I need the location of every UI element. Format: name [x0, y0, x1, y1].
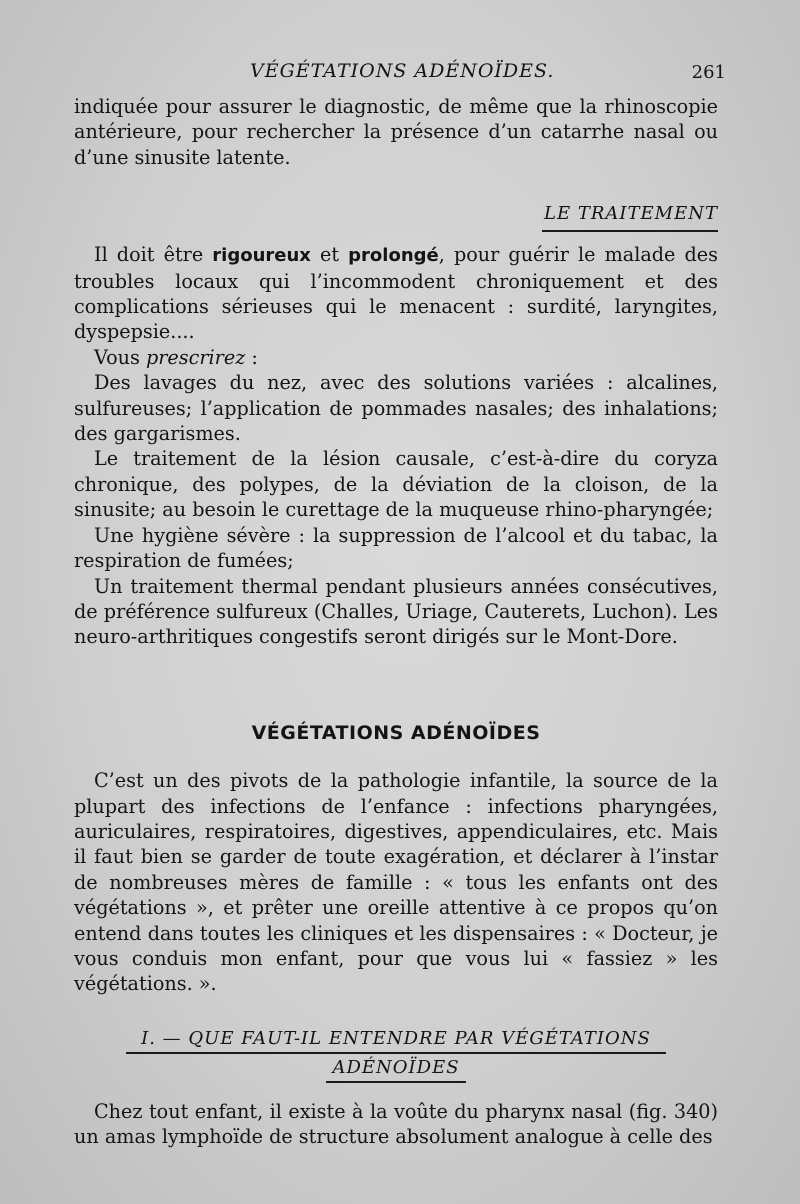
treatment-heading-text: LE TRAITEMENT [542, 201, 718, 231]
page-body [74, 94, 718, 1150]
chapter-paragraph: C’est un des pivots de la pathologie infantile, la source de la plupart des infections de l’enfance : infections pharyngées, auriculaires, respiratoires, digestives, appendiculaires, etc. Mais il faut bien se garder de toute exagération, et déclarer à l’instar de nombreuses mères de famille : « tous les enfants ont des végétations », et prêter une oreille attentive à ce propos qu’on entend dans toutes les cliniques et les dispensaires : « Docteur, je vous conduis mon enfant, pour que vous lui « fassiez » les végétations. ». [74, 769, 718, 996]
treatment-paragraph-6: Un traitement thermal pendant plusieurs années consécutives, de préférence sulfureux (Challes, Uriage, Cauterets, Luchon). Les neuro-arthritiques congestifs seront dirigés sur le Mont-Dore. [74, 574, 718, 649]
chapter-title: VÉGÉTATIONS ADÉNOÏDES [251, 721, 541, 744]
treatment-p1-bold-prolonge: prolongé [348, 245, 439, 267]
section-1-heading-line1: I. — QUE FAUT-IL ENTENDRE PAR VÉGÉTATIONS [126, 1027, 666, 1054]
treatment-p1-end: , pour guérir le malade des troubles locaux qui l’incommodent chroniquement et des complications sérieuses qui le menacent : surdité, laryngites, dyspepsie.... [74, 243, 718, 344]
treatment-paragraph-5: Une hygiène sévère : la suppression de l’alcool et du tabac, la respiration de fumées; [74, 523, 718, 573]
treatment-p1-start: Il doit être [94, 243, 213, 267]
intro-paragraph: indiquée pour assurer le diagnostic, de même que la rhinoscopie antérieure, pour rechercher la présence d’un catarrhe nasal ou d’une sinusite latente. [74, 95, 718, 169]
treatment-p2-italic: prescrirez [145, 345, 246, 369]
section-1-heading [74, 1027, 718, 1083]
treatment-paragraph-1 [74, 242, 718, 345]
treatment-heading [74, 200, 718, 232]
treatment-paragraph-3: Des lavages du nez, avec des solutions variées : alcalines, sulfureuses; l’application de pommades nasales; des inhalations; des gargarismes. [74, 371, 718, 446]
treatment-p1-bold-rigoureux: rigoureux [212, 245, 311, 267]
treatment-paragraph-2 [74, 345, 718, 370]
running-title: VÉGÉTATIONS ADÉNOÏDES. [250, 60, 555, 82]
section-1-paragraph: Chez tout enfant, il existe à la voûte du pharynx nasal (fig. 340) un amas lymphoïde de structure absolument analogue à celle des [74, 1099, 718, 1149]
treatment-paragraph-4: Le traitement de la lésion causale, c’est-à-dire du coryza chronique, des polypes, de la déviation de la cloison, de la sinusite; au besoin le curettage de la muqueuse rhino-pharyngée; [74, 447, 718, 522]
section-1-heading-line2: ADÉNOÏDES [326, 1054, 465, 1083]
treatment-p2-start: Vous [94, 345, 146, 369]
page-number: 261 [691, 62, 726, 83]
treatment-p2-end: : [245, 345, 258, 369]
running-head [0, 56, 800, 86]
treatment-p1-mid: et [310, 243, 349, 267]
